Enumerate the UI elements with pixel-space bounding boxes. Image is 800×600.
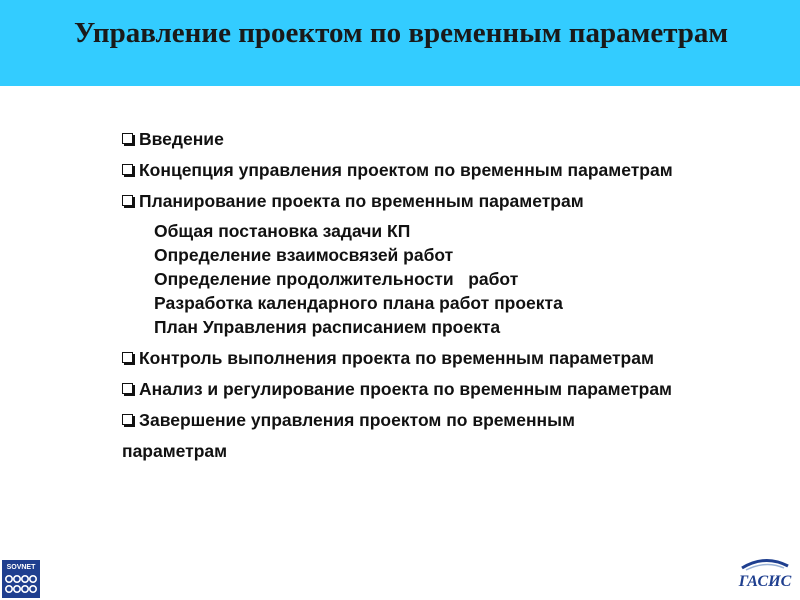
header-band	[0, 0, 800, 86]
sub-item: Определение продолжительности работ	[154, 269, 519, 289]
sub-item: План Управления расписанием проекта	[154, 317, 501, 337]
checkbox-bullet-icon	[122, 195, 133, 206]
sovnet-logo-text: SOVNET	[6, 564, 36, 571]
checkbox-bullet-icon	[122, 352, 133, 363]
agenda-item	[122, 124, 682, 155]
sub-item: Определение взаимосвязей работ	[154, 245, 454, 265]
agenda-item	[122, 343, 682, 374]
checkbox-bullet-icon	[122, 414, 133, 425]
checkbox-bullet-icon	[122, 383, 133, 394]
agenda-item-text: Анализ и регулирование проекта по временным параметрам	[139, 379, 673, 399]
sub-item: Разработка календарного плана работ проекта	[154, 293, 563, 313]
checkbox-bullet-icon	[122, 164, 133, 175]
slide-title: Управление проектом по временным параметрам	[74, 17, 729, 49]
agenda-item-text: Планирование проекта по временным параметрам	[139, 191, 584, 211]
agenda-item-text: Концепция управления проектом по временным параметрам	[139, 160, 673, 180]
sub-item: Общая постановка задачи КП	[154, 221, 411, 241]
gasis-logo	[736, 556, 794, 592]
agenda-item-text: Контроль выполнения проекта по временным параметрам	[139, 348, 654, 368]
agenda-item	[122, 155, 682, 186]
agenda-item	[122, 186, 682, 217]
agenda-list	[122, 124, 682, 467]
agenda-item	[122, 374, 682, 405]
checkbox-bullet-icon	[122, 133, 133, 144]
agenda-item-text: Введение	[139, 129, 224, 149]
agenda-item-text: Завершение управления проектом по временным параметрам	[122, 410, 575, 461]
agenda-item	[122, 405, 682, 467]
gasis-logo-text: ГАСИС	[738, 573, 792, 590]
sovnet-logo	[2, 560, 40, 598]
planning-subitems	[122, 219, 682, 339]
